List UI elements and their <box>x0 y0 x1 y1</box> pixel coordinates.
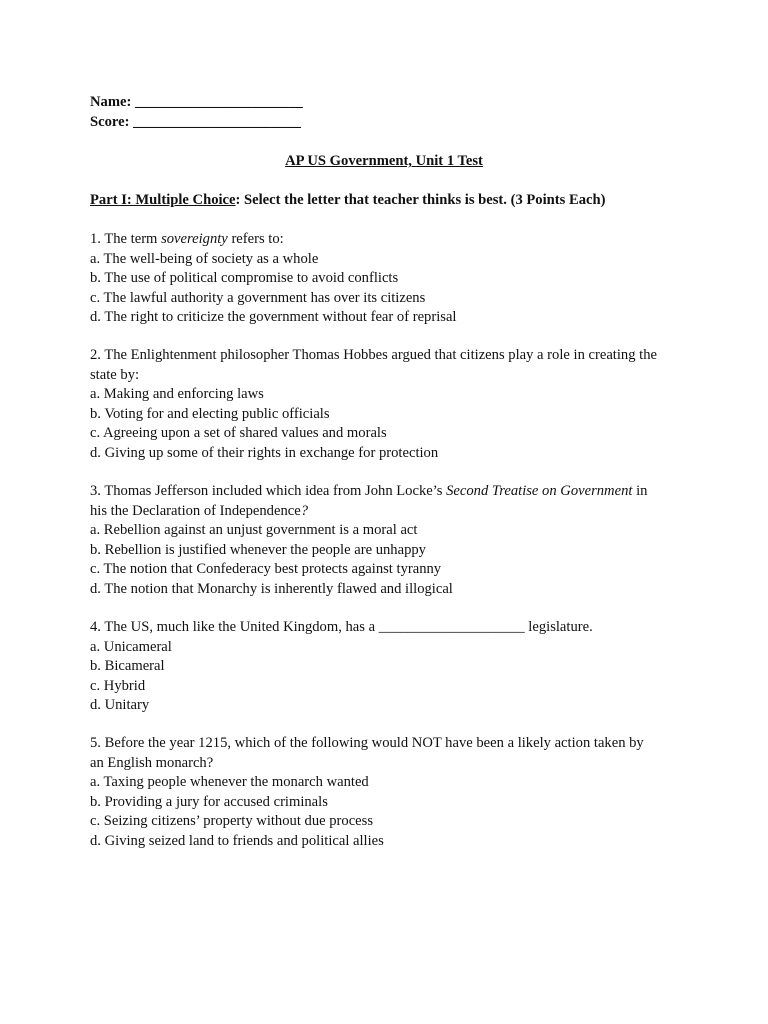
option-a: a. The well-being of society as a whole <box>90 250 319 267</box>
option-d: d. Giving seized land to friends and political allies <box>90 832 384 849</box>
name-line: Name: _______________________ <box>90 94 303 110</box>
option-a: a. Making and enforcing laws <box>90 386 264 403</box>
option-d: d. The notion that Monarchy is inherently flawed and illogical <box>90 580 453 597</box>
option-b: b. Providing a jury for accused criminals <box>90 793 328 810</box>
option-b: b. The use of political compromise to avoid conflicts <box>90 270 399 287</box>
question-1 <box>90 230 690 328</box>
question-5-stem-line-1: 5. Before the year 1215, which of the following would NOT have been a likely action taken by <box>90 735 644 751</box>
option-b: b. Rebellion is justified whenever the people are unhappy <box>90 541 426 558</box>
question-2 <box>90 346 690 464</box>
question-1-stem <box>90 230 690 250</box>
stem-italic-title: Second Treatise on Government <box>446 483 633 499</box>
option-d: d. Giving up some of their rights in exchange for protection <box>90 444 439 461</box>
option-a: a. Unicameral <box>90 638 172 655</box>
question-2-stem-line-1: 2. The Enlightenment philosopher Thomas Hobbes argued that citizens play a role in creating the <box>90 347 657 363</box>
stem-text: 3. Thomas Jefferson included which idea from John Locke’s <box>90 483 447 499</box>
part1-heading <box>90 191 605 211</box>
stem-text: in <box>632 483 648 499</box>
option-c: c. Hybrid <box>90 677 146 694</box>
option-c: c. The lawful authority a government has over its citizens <box>90 289 426 306</box>
question-4-stem: 4. The US, much like the United Kingdom, has a ____________________ legislature. <box>90 619 593 635</box>
question-3-stem-line-1 <box>90 482 690 502</box>
option-a: a. Taxing people whenever the monarch wanted <box>90 774 369 791</box>
part1-instructions: : Select the letter that teacher thinks is best. (3 Points Each) <box>235 192 606 208</box>
question-4 <box>90 618 690 716</box>
question-3 <box>90 482 690 600</box>
stem-question-mark: ? <box>300 502 309 519</box>
question-3-stem-line-2 <box>90 502 690 522</box>
question-2-stem-line-2: state by: <box>90 366 140 383</box>
option-d: d. Unitary <box>90 697 150 714</box>
option-c: c. Agreeing upon a set of shared values and morals <box>90 425 387 442</box>
option-b: b. Bicameral <box>90 658 165 675</box>
option-d: d. The right to criticize the government without fear of reprisal <box>90 309 457 326</box>
stem-text: refers to: <box>227 231 284 247</box>
stem-italic-term: sovereignty <box>161 231 228 247</box>
stem-text: 1. The term <box>90 231 162 247</box>
score-line: Score: _______________________ <box>90 113 301 130</box>
question-5 <box>90 734 690 852</box>
option-b: b. Voting for and electing public officials <box>90 405 330 422</box>
student-info-header <box>90 93 303 132</box>
option-a: a. Rebellion against an unjust government is a moral act <box>90 522 418 539</box>
option-c: c. Seizing citizens’ property without due process <box>90 813 374 830</box>
option-c: c. The notion that Confederacy best protects against tyranny <box>90 561 442 578</box>
stem-text: his the Declaration of Independence <box>90 502 301 519</box>
question-5-stem-line-2: an English monarch? <box>90 754 214 771</box>
test-title: AP US Government, Unit 1 Test <box>285 153 483 169</box>
part1-label: Part I: Multiple Choice <box>90 192 236 208</box>
